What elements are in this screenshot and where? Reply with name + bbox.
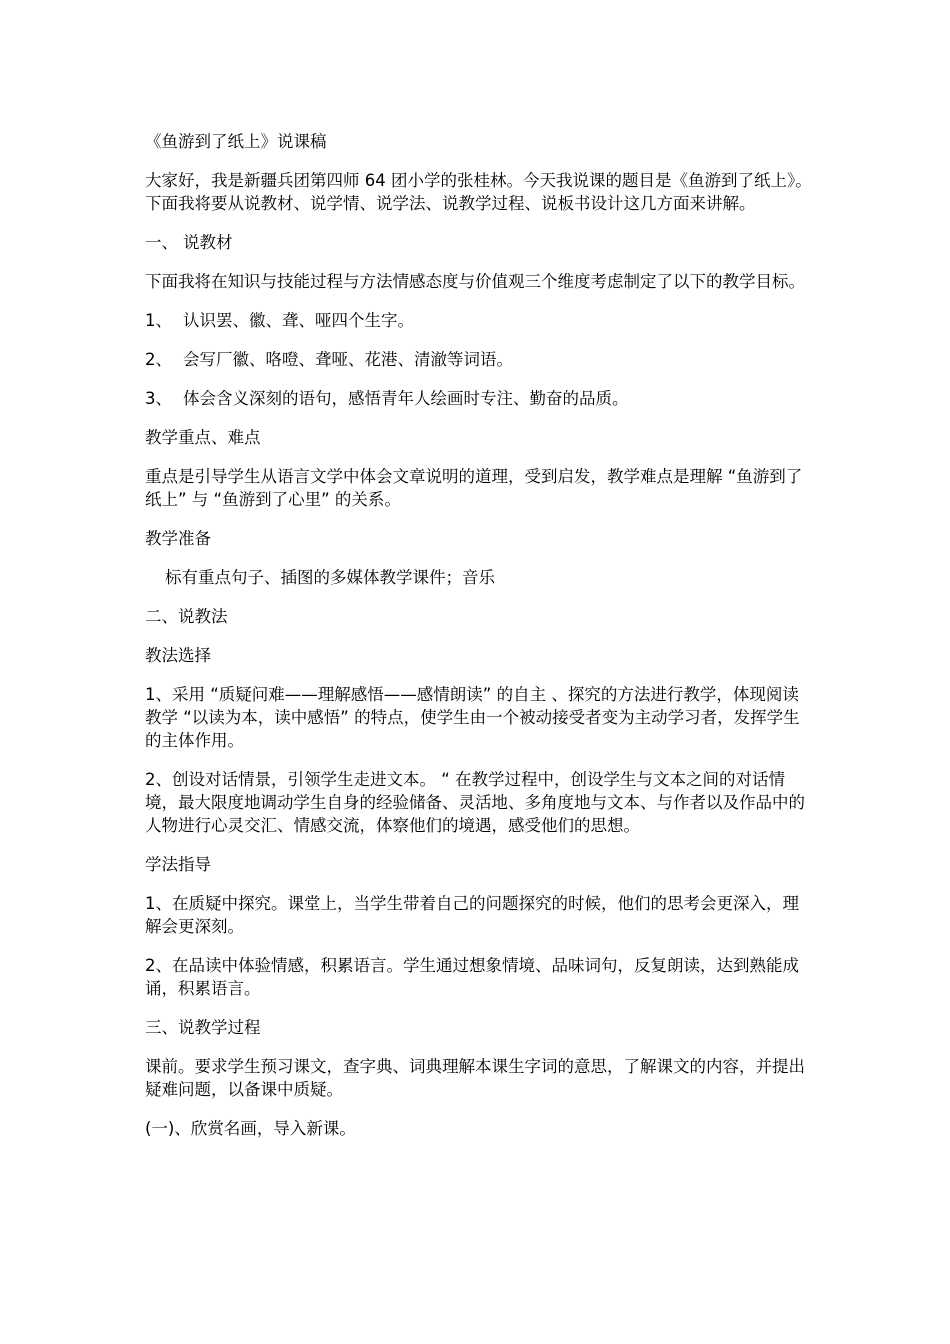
goal-item: [145, 348, 815, 371]
goal-item: [145, 309, 815, 332]
section-heading-2: 二、说教法: [145, 607, 228, 626]
method-paragraph-1: 1、采用 “质疑问难——理解感悟——感情朗读” 的自主 、探究的方法进行教学，体现阅读教学 “以读为本，读中感悟” 的特点，使学生由一个被动接受者变为主动学习者，发挥学生的主体作用。: [145, 685, 800, 750]
goal-item: [145, 387, 815, 410]
study-paragraph-2: 2、在品读中体验情感，积累语言。学生通过想象情境、品味词句，反复朗读，达到熟能成诵，积累语言。: [145, 956, 799, 998]
method-paragraph-2: 2、创设对话情景，引领学生走进文本。 “ 在教学过程中，创设学生与文本之间的对话情境，最大限度地调动学生自身的经验储备、灵活地、多角度地与文本、与作者以及作品中的人物进行心灵交汇、情感交流，体察他们的境遇，感受他们的思想。: [145, 770, 805, 835]
section-title: 说教材: [183, 233, 233, 252]
goal-text: 体会含义深刻的语句，感悟青年人绘画时专注、勤奋的品质。: [183, 389, 629, 408]
key-points-heading: 教学重点、难点: [145, 428, 261, 447]
document-body: [145, 130, 815, 1156]
document-title: 《鱼游到了纸上》说课稿: [145, 132, 327, 151]
key-points-paragraph: 重点是引导学生从语言文学中体会文章说明的道理，受到启发，教学难点是理解 “鱼游到了纸上” 与 “鱼游到了心里” 的关系。: [145, 467, 803, 509]
goal-text: 会写厂徽、咯噔、聋哑、花港、清澈等词语。: [183, 350, 513, 369]
section-heading-3: 三、说教学过程: [145, 1018, 261, 1037]
goal-number: 3、: [145, 389, 172, 408]
section-number: 一、: [145, 233, 178, 252]
goals-intro-paragraph: 下面我将在知识与技能过程与方法情感态度与价值观三个维度考虑制定了以下的教学目标。: [145, 272, 805, 291]
goal-number: 1、: [145, 311, 172, 330]
study-paragraph-1: 1、在质疑中探究。课堂上，当学生带着自己的问题探究的时候，他们的思考会更深入，理解会更深刻。: [145, 894, 799, 936]
step-1-heading: (一)、欣赏名画，导入新课。: [145, 1119, 356, 1138]
goal-number: 2、: [145, 350, 172, 369]
section-heading-1: [145, 231, 815, 254]
preparation-heading: 教学准备: [145, 529, 211, 548]
goal-text: 认识罢、徽、聋、哑四个生字。: [183, 311, 414, 330]
preparation-paragraph: 标有重点句子、插图的多媒体教学课件；音乐: [165, 568, 495, 587]
pre-class-paragraph: 课前。要求学生预习课文，查字典、词典理解本课生字词的意思，了解课文的内容，并提出疑难问题，以备课中质疑。: [145, 1057, 805, 1099]
study-heading: 学法指导: [145, 855, 211, 874]
method-heading: 教法选择: [145, 646, 211, 665]
intro-paragraph: 大家好，我是新疆兵团第四师 64 团小学的张桂林。今天我说课的题目是《鱼游到了纸上》。下面我将要从说教材、说学情、说学法、说教学过程、说板书设计这几方面来讲解。: [145, 171, 812, 213]
